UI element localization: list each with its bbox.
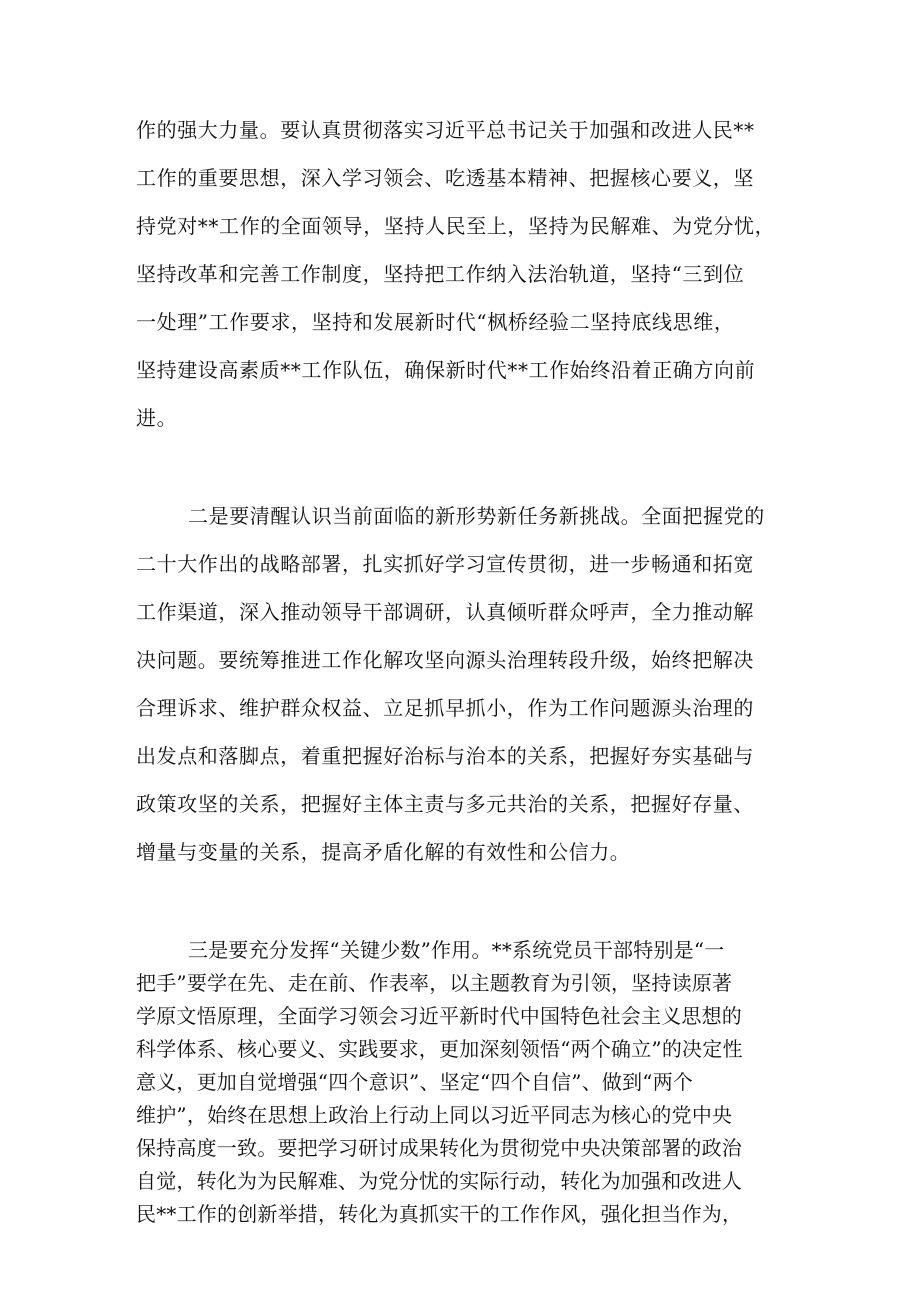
- paragraph-line: 作的强大力量。要认真贯彻落实习近平总书记关于加强和改进人民**: [136, 118, 755, 142]
- paragraph-line: 政策攻坚的关系，把握好主体主责与多元共治的关系，把握好存量、: [136, 792, 754, 816]
- paragraph-line: 民**工作的创新举措，转化为真抓实干的工作作风，强化担当作为，: [136, 1202, 743, 1226]
- paragraph-line: 二是要清醒认识当前面临的新形势新任务新挑战。全面把握党的: [188, 504, 765, 528]
- paragraph-line: 科学体系、核心要义、实践要求，更加深刻领悟“两个确立”的决定性: [136, 1037, 743, 1061]
- paragraph-line: 自觉，转化为为民解难、为党分忧的实际行动，转化为加强和改进人: [136, 1169, 742, 1193]
- paragraph-line: 工作的重要思想，深入学习领会、吃透基本精神、把握核心要义，坚: [136, 166, 754, 190]
- paragraph-line: 学原文悟原理，全面学习领会习近平新时代中国特色社会主义思想的: [136, 1004, 742, 1028]
- paragraph-line: 持党对**工作的全面领导，坚持人民至上，坚持为民解难、为党分忧，: [136, 214, 776, 238]
- paragraph-line: 维护”，始终在思想上政治上行动上同以习近平同志为核心的党中央: [136, 1103, 733, 1127]
- paragraph-line: 出发点和落脚点，着重把握好治标与治本的关系，把握好夯实基础与: [136, 744, 754, 768]
- paragraph-line: 保持高度一致。要把学习研讨成果转化为贯彻党中央决策部署的政治: [136, 1136, 742, 1160]
- paragraph-line: 坚持建设高素质**工作队伍，确保新时代**工作始终沿着正确方向前: [136, 358, 756, 382]
- paragraph-line: 工作渠道，深入推动领导干部调研，认真倾听群众呼声，全力推动解: [136, 600, 754, 624]
- paragraph-line: 坚持改革和完善工作制度，坚持把工作纳入法治轨道，坚持“三到位: [136, 262, 745, 286]
- paragraph-line: 增量与变量的关系，提高矛盾化解的有效性和公信力。: [136, 840, 631, 864]
- paragraph-line: 合理诉求、维护群众权益、立足抓早抓小，作为工作问题源头治理的: [136, 696, 754, 720]
- paragraph-line: 进。: [136, 406, 178, 430]
- paragraph-line: 三是要充分发挥“关键少数”作用。**系统党员干部特别是“一: [188, 938, 725, 962]
- paragraph-line: 把手”要学在先、走在前、作表率，以主题教育为引领，坚持读原著: [136, 971, 733, 995]
- paragraph-line: 决问题。要统筹推进工作化解攻坚向源头治理转段升级，始终把解决: [136, 648, 754, 672]
- paragraph-line: 意义，更加自觉增强“四个意识”、坚定“四个自信”、做到“两个: [136, 1070, 694, 1094]
- paragraph-line: 二十大作出的战略部署，扎实抓好学习宣传贯彻，进一步畅通和拓宽: [136, 552, 754, 576]
- paragraph-line: 一处理”工作要求，坚持和发展新时代“枫桥经验二坚持底线思维，: [136, 310, 735, 334]
